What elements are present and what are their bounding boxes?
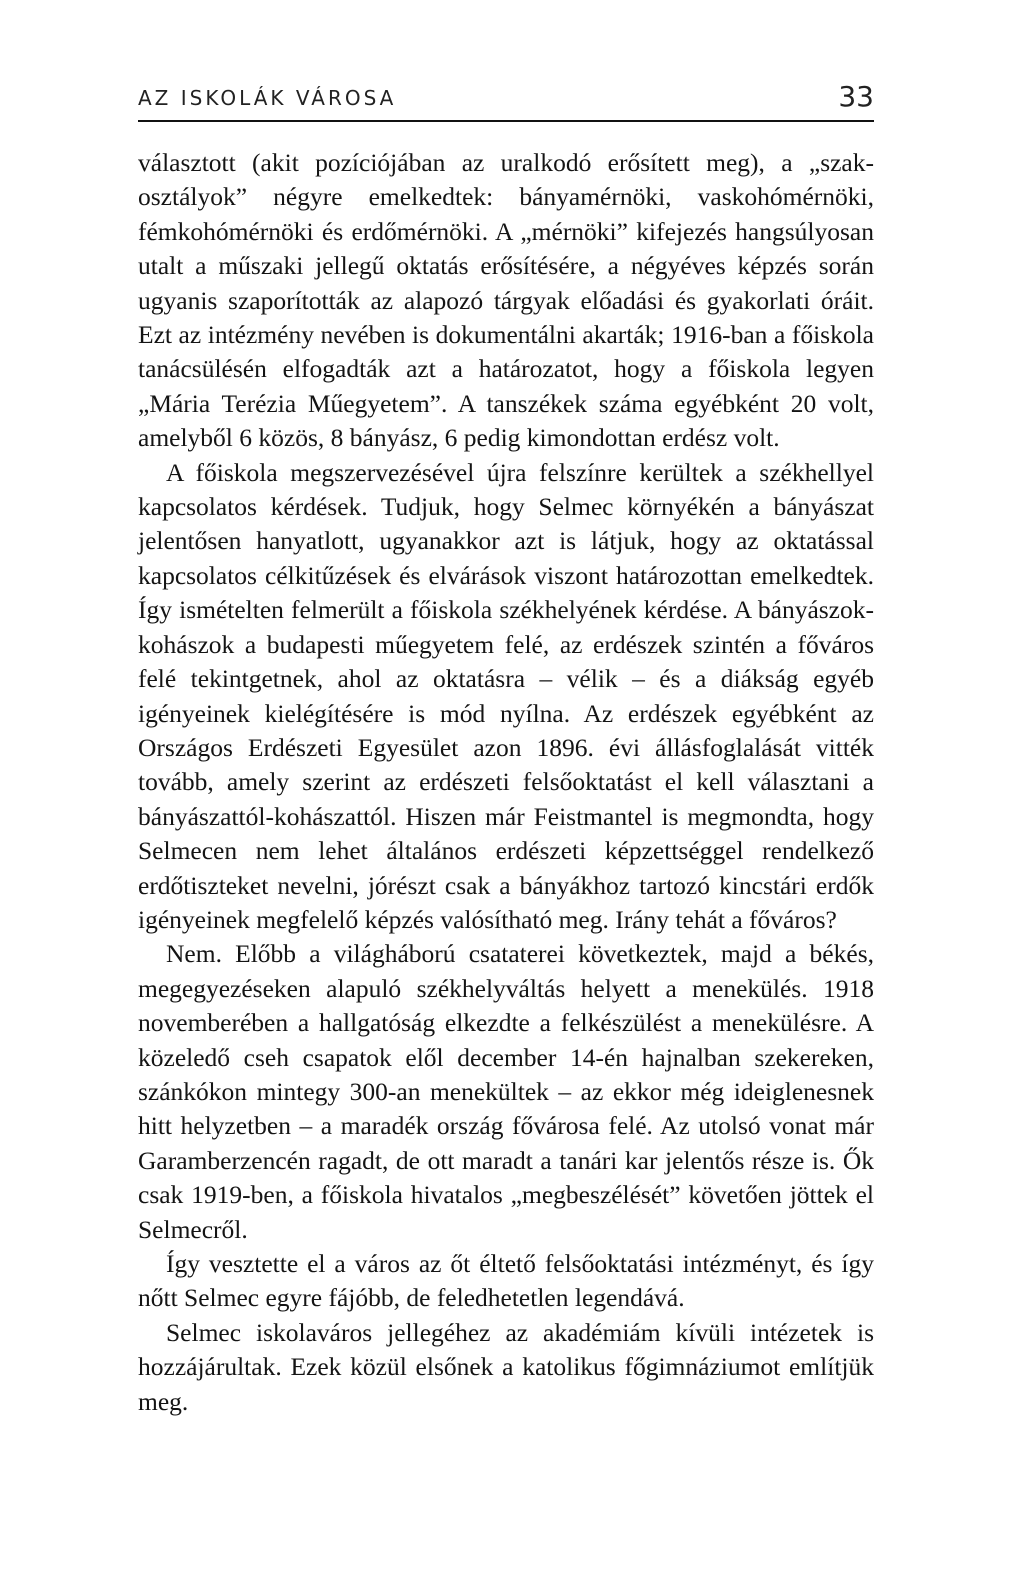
- paragraph: Selmec iskolaváros jellegéhez az akadémiám kívüli intézetek is hozzájárultak. Ezek közül elsőnek a katolikus főgimnáziumot említjük meg.: [138, 1317, 874, 1416]
- paragraph: Így vesztette el a város az őt éltető felsőoktatási intézményt, és így nőtt Selmec egyre fájóbb, de feledhetetlen legendává.: [138, 1249, 874, 1313]
- running-head-title: AZ ISKOLÁK VÁROSA: [138, 86, 397, 110]
- paragraph: választott (akit pozíciójában az uralkodó erősített meg), a „szakosztályok” négyre emelkedtek: bányamérnöki, vaskohómérnöki, fémkohómérnöki és erdőmérnöki. A „mérnöki” kifejezés hangsúlyosan utalt a műszaki jellegű oktatás erősítésére, a négyéves képzés során ugyanis szaporították az alapozó tárgyak előadási és gyakorlati óráit. Ezt az intézmény nevében is dokumentálni akarták; 1916-ban a főiskola tanácsülésén elfogadták azt a határozatot, hogy a főiskola legyen „Mária Terézia Műegyetem”. A tanszékek száma egyébként 20 volt, amelyből 6 közös, 8 bányász, 6 pedig kimondottan erdész volt.: [138, 148, 874, 453]
- running-head: [138, 80, 874, 122]
- page-number: 33: [838, 80, 874, 113]
- paragraph: Nem. Előbb a világháború csataterei következtek, majd a békés, megegyezéseken alapuló székhelyváltás helyett a menekülés. 1918 novemberében a hallgatóság elkezdte a felkészülést a menekülésre. A közeledő cseh csapatok elől december 14-én hajnalban szekereken, szánkókon mintegy 300-an menekültek – az ekkor még ideiglenesnek hitt helyzetben – a maradék ország fővárosa felé. Az utolsó vonat már Garamberzencén ragadt, de ott maradt a tanári kar jelentős része is. Ők csak 1919-ben, a főiskola hivatalos „megbeszélését” követően jöttek el Selmecről.: [138, 939, 874, 1244]
- body-text: [138, 146, 874, 1419]
- paragraph: A főiskola megszervezésével újra felszínre kerültek a székhellyel kapcsolatos kérdések. Tudjuk, hogy Selmec környékén a bányászat jelentősen hanyatlott, ugyanakkor azt is látjuk, hogy az oktatással kapcsolatos célkitűzések és elvárások viszont határozottan emelkedtek. Így ismételten felmerült a főiskola székhelyének kérdése. A bányászok-kohászok a budapesti műegyetem felé, az erdészek szintén a főváros felé tekintgetnek, ahol az oktatásra – vélik – és a diákság egyéb igényeinek kielégítésére is mód nyílna. Az erdészek egyébként az Országos Erdészeti Egyesület azon 1896. évi állásfoglalását vitték tovább, amely szerint az erdészeti felsőoktatást el kell választani a bányászattól-kohászattól. Hiszen már Feistmantel is megmondta, hogy Selmecen nem lehet általános erdészeti képzettséggel rendelkező erdőtiszteket nevelni, jórészt csak a bányákhoz tartozó kincstári erdők igényeinek megfelelő képzés valósítható meg. Irány tehát a főváros?: [138, 457, 874, 934]
